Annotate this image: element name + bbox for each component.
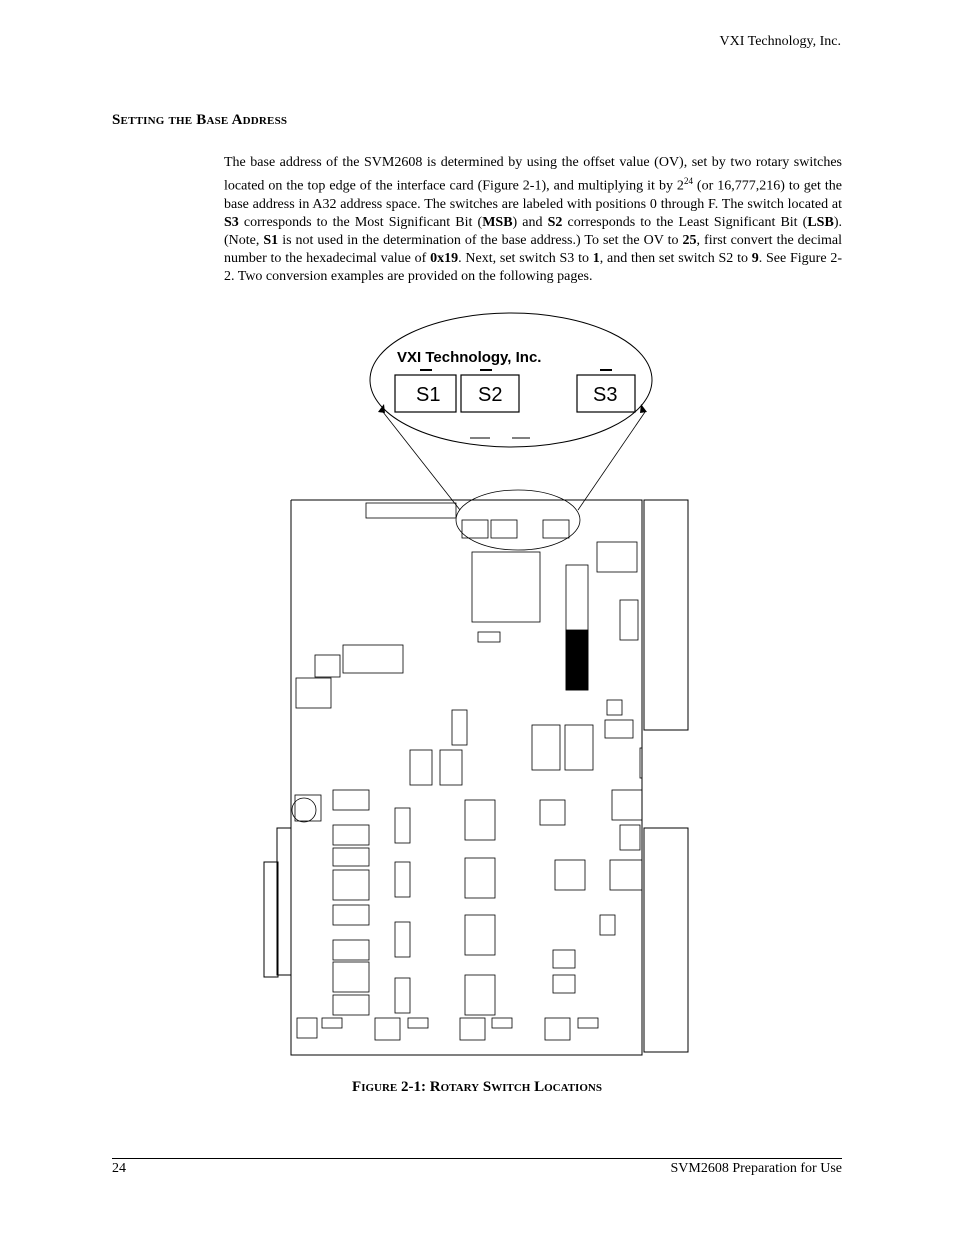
para-bold: S3 (224, 214, 239, 230)
para-text: is not used in the determination of the base address.) To set the OV to (278, 232, 683, 248)
callout-arrow-right (640, 404, 647, 413)
para-text: . See Figure 2-2. Two conversion examples are provided on the following pages. (224, 250, 842, 284)
footer-rule (112, 1158, 842, 1159)
connector-p1 (644, 500, 688, 730)
para-exponent: 24 (683, 176, 693, 186)
rotary-switch-figure (260, 310, 700, 1070)
para-bold: LSB (807, 214, 834, 230)
callout-ellipse (370, 313, 652, 447)
callout-leader-left (383, 412, 460, 510)
para-text: . Next, set switch S3 to (458, 250, 593, 266)
para-text: , and then set switch S2 to (599, 250, 752, 266)
para-bold: 25 (682, 232, 697, 248)
para-bold: 0x19 (430, 250, 459, 266)
para-text: The base address of the SVM2608 is determined by using the offset value (OV), set by two rotary switches located on the top edge of the interface card (Figure 2-1), and multiplying it by 2 (224, 155, 842, 194)
para-text: ) and (512, 214, 548, 230)
board-switch (543, 520, 569, 538)
top-connector (366, 503, 456, 518)
para-text: ). (Note, (224, 214, 842, 248)
para-bold: 1 (592, 250, 600, 266)
header-company: VXI Technology, Inc. (719, 34, 841, 49)
para-text: (or 16,777,216) to get the base address in A32 address space. The switches are labeled with positions 0 through F. The switch located at (224, 178, 842, 212)
para-text: corresponds to the Least Significant Bit ( (562, 214, 808, 230)
board-components (292, 542, 642, 1040)
para-text: , first convert the decimal number to the hexadecimal value of (224, 232, 842, 266)
para-bold: S1 (263, 232, 279, 248)
para-text: corresponds to the Most Significant Bit ( (238, 214, 483, 230)
switch-s2-label: S2 (478, 384, 503, 406)
switch-s1-label: S1 (416, 384, 441, 406)
callout-arrow-left (378, 404, 385, 413)
para-bold: 9 (751, 250, 759, 266)
section-title: Setting the Base Address (112, 112, 288, 128)
footer-doc-title: SVM2608 Preparation for Use (670, 1161, 842, 1176)
callout-brand: VXI Technology, Inc. (397, 349, 542, 366)
figure-caption: Figure 2-1: Rotary Switch Locations (352, 1079, 602, 1095)
para-bold: MSB (482, 214, 513, 230)
board-outline (277, 500, 642, 1055)
board-switch (462, 520, 488, 538)
page-number: 24 (112, 1161, 126, 1176)
para-bold: S2 (547, 214, 563, 230)
connector-p2 (644, 828, 688, 1052)
board-switch (491, 520, 517, 538)
body-paragraph (224, 154, 842, 286)
switch-s3-label: S3 (593, 384, 618, 406)
front-connector (264, 862, 278, 977)
